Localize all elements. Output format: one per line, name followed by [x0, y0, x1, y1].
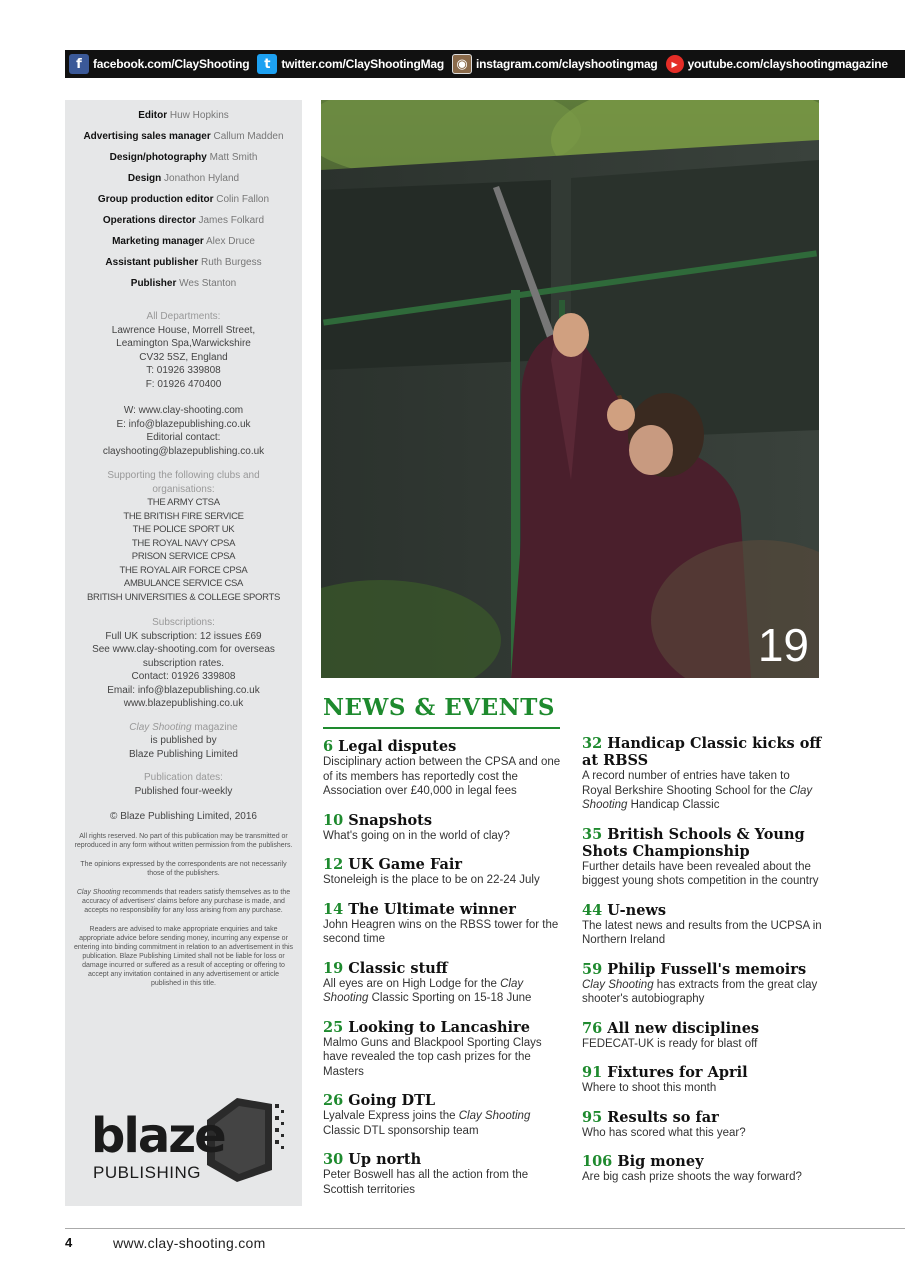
contents-entry[interactable]: 59 Philip Fussell's memoirs Clay Shooting has extracts from the great clay shooter's autobiography	[582, 960, 818, 1005]
contents-entry[interactable]: 95 Results so far Who has scored what this year?	[582, 1108, 746, 1139]
subscriptions-block: Subscriptions: Full UK subscription: 12 issues £69 See www.clay-shooting.com for overseas subscription rates. Contact: 01926 339808 Email: info@blazepublishing.co.uk www.blazepublishing.co.uk	[73, 616, 294, 711]
staff-assistant-publisher: Assistant publisher Ruth Burgess	[105, 257, 262, 268]
legal-rights: All rights reserved. No part of this publication may be transmitted or reproduced in any form without written permission from the publishers.	[74, 832, 293, 849]
staff-production: Group production editor Colin Fallon	[97, 194, 270, 205]
twitter-link[interactable]: twitter.com/ClayShootingMag	[281, 57, 444, 71]
contents-column-left	[323, 738, 563, 1210]
social-instagram[interactable]	[452, 54, 658, 74]
staff-advertising: Advertising sales manager Callum Madden	[83, 131, 284, 142]
social-facebook[interactable]	[69, 54, 249, 74]
contact-block: W: www.clay-shooting.com E: info@blazepublishing.co.uk Editorial contact: clayshooting@blazepublishing.co.uk	[73, 404, 294, 458]
youtube-link[interactable]: youtube.com/clayshootingmagazine	[687, 57, 888, 71]
contents-entry[interactable]: 14 The Ultimate winner John Heagren wins on the RBSS tower for the second time	[323, 900, 559, 945]
masthead-sidebar	[65, 100, 302, 1206]
blaze-publishing-logo: blaze PUBLISHING	[87, 1090, 287, 1190]
publication-dates: Publication dates: Published four-weekly	[134, 772, 233, 797]
staff-publisher: Publisher Wes Stanton	[130, 278, 237, 289]
contents-entry[interactable]: 35 British Schools & Young Shots Championship Further details have been revealed about the biggest young shots competition in the country	[582, 825, 819, 887]
contents-entry[interactable]: 10 Snapshots What's going on in the world of clay?	[323, 811, 510, 842]
social-twitter[interactable]	[257, 54, 444, 74]
instagram-link[interactable]: instagram.com/clayshootingmag	[475, 57, 658, 71]
photo-page-ref: 19	[757, 619, 809, 671]
supporting-block: Supporting the following clubs and organisations: THE ARMY CTSA THE BRITISH FIRE SERVICE THE POLICE SPORT UK THE ROYAL NAVY CPSA PRISON SERVICE CPSA THE ROYAL AIR FORCE CPSA AMBULANCE SERVICE CSA BRITISH UNIVERSITIES & COLLEGE SPORTS	[86, 470, 281, 603]
legal-opinions: The opinions expressed by the correspondents are not necessarily those of the publishers.	[80, 860, 287, 877]
contents-entry[interactable]: 12 UK Game Fair Stoneleigh is the place to be on 22-24 July	[323, 856, 540, 886]
legal-readers: Readers are advised to make appropriate enquiries and take appropriate advice before sending money, incurring any expense or entering into binding commitment in relation to an advertisement in this publication. Blaze Publishing Limited shall not be liable for loss or damage incurred or suffered as a result of accepting or offering to accept any invitation contained in any advertisement or article published in this title.	[73, 925, 294, 987]
staff-marketing: Marketing manager Alex Druce	[112, 236, 255, 247]
staff-editor: Editor Huw Hopkins	[138, 110, 229, 121]
youtube-icon: ▶	[666, 55, 684, 73]
contents-entry[interactable]: 26 Going DTL Lyalvale Express joins the Clay Shooting Classic DTL sponsorship team	[323, 1092, 531, 1137]
contents-entry[interactable]: 106 Big money Are big cash prize shoots the way forward?	[582, 1153, 802, 1183]
editorial-email-link[interactable]: clayshooting@blazepublishing.co.uk	[102, 445, 265, 457]
staff-design: Design Jonathon Hyland	[127, 173, 240, 184]
contents-entry[interactable]: 44 U-news The latest news and results from the UCPSA in Northern Ireland	[582, 901, 822, 946]
facebook-link[interactable]: facebook.com/ClayShooting	[93, 57, 250, 71]
twitter-icon: t	[257, 54, 277, 74]
legal-advertisers: Clay Shooting recommends that readers satisfy themselves as to the accuracy of advertisers' claims before any purchase is made, and accepts no responsibility for any loss arising from any purchase.	[76, 888, 291, 914]
website-link[interactable]: W: www.clay-shooting.com	[123, 405, 244, 416]
footer-divider	[65, 1228, 905, 1229]
section-divider	[323, 727, 560, 729]
cover-photo-shooter[interactable]	[321, 100, 819, 678]
instagram-icon: ◉	[452, 54, 472, 74]
footer-url[interactable]: www.clay-shooting.com	[113, 1235, 266, 1251]
subscriptions-email[interactable]: Email: info@blazepublishing.co.uk	[107, 684, 260, 696]
section-title: NEWS & EVENTS	[323, 694, 555, 721]
contents-entry[interactable]: 76 All new disciplines FEDECAT-UK is ready for blast off	[582, 1019, 760, 1050]
publisher-website[interactable]: www.blazepublishing.co.uk	[123, 698, 244, 709]
page-number: 4	[65, 1235, 73, 1250]
copyright: © Blaze Publishing Limited, 2016	[110, 811, 257, 822]
publisher-note: Clay Shooting magazine is published by Blaze Publishing Limited	[129, 721, 238, 760]
contents-entry[interactable]: 19 Classic stuff All eyes are on High Lodge for the Clay Shooting Classic Sporting on 15-18 June	[323, 959, 532, 1004]
contents-entry[interactable]: 30 Up north Peter Boswell has all the action from the Scottish territories	[323, 1151, 529, 1196]
facebook-icon: f	[69, 54, 89, 74]
contents-entry[interactable]: 25 Looking to Lancashire Malmo Guns and Blackpool Sporting Clays have revealed the top cash prizes for the Masters	[323, 1018, 542, 1078]
contents-column-right	[582, 735, 822, 1198]
email-link[interactable]: E: info@blazepublishing.co.uk	[116, 418, 251, 430]
staff-operations: Operations director James Folkard	[102, 215, 265, 226]
contents-entry[interactable]: 6 Legal disputes Disciplinary action between the CPSA and one of its members has reportedly cost the Association over £40,000 in legal fees	[323, 738, 561, 797]
social-bar	[65, 50, 905, 78]
contents-entry[interactable]: 32 Handicap Classic kicks off at RBSS A record number of entries have taken to Royal Berkshire Shooting School for the Clay Shooting Handicap Classic	[582, 735, 822, 811]
contents-entry[interactable]: 91 Fixtures for April Where to shoot this month	[582, 1064, 748, 1094]
staff-design-photography: Design/photography Matt Smith	[109, 152, 258, 163]
address-block: All Departments: Lawrence House, Morrell Street, Leamington Spa,Warwickshire CV32 5SZ, England T: 01926 339808 F: 01926 470400	[111, 311, 256, 390]
social-youtube[interactable]	[666, 55, 888, 73]
